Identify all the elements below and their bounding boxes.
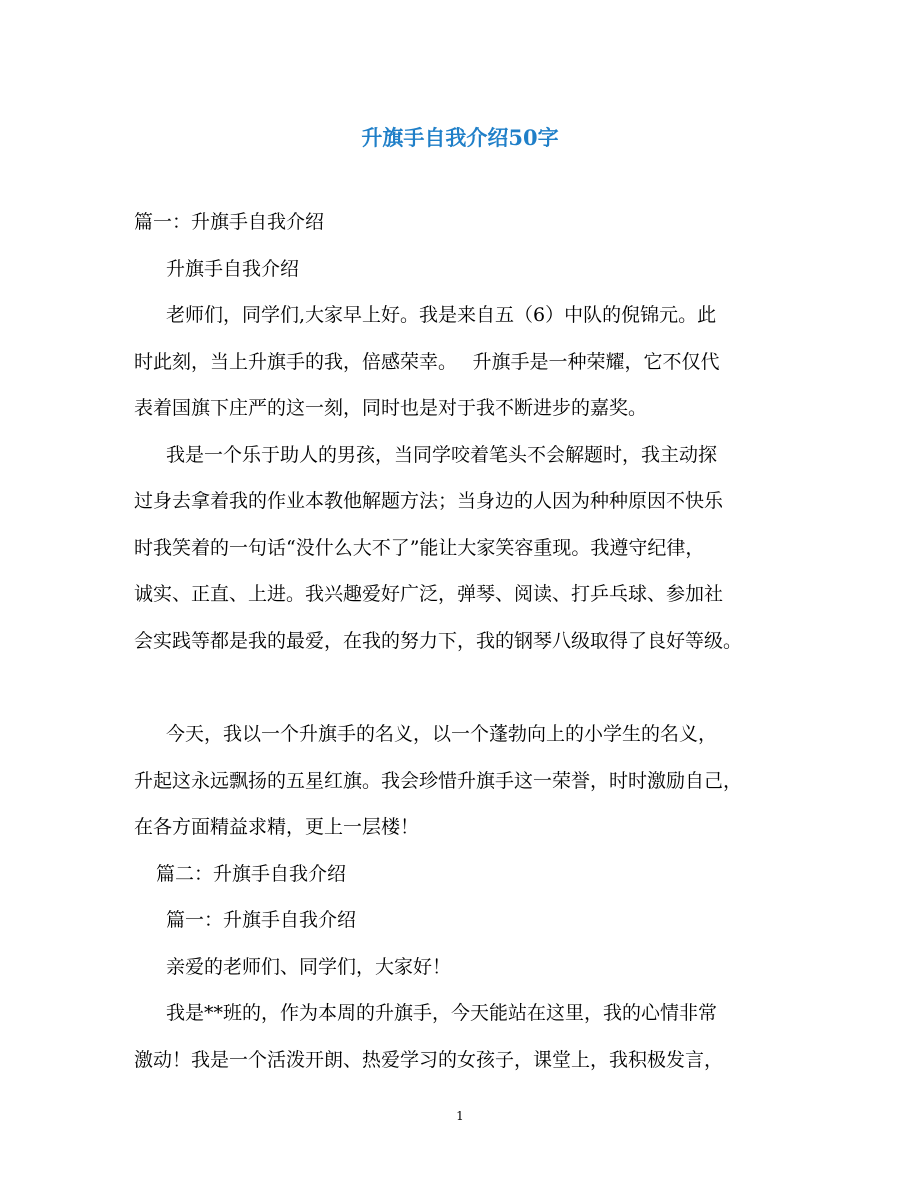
paragraph-line: 表着国旗下庄严的这一刻，同时也是对于我不断进步的嘉奖。 xyxy=(134,397,648,419)
paragraph-line: 我是一个乐于助人的男孩，当同学咬着笔头不会解题时，我主动探 xyxy=(166,444,718,466)
paragraph-line: 今天，我以一个升旗手的名义，以一个蓬勃向上的小学生的名义， xyxy=(166,723,718,745)
paragraph-line: 时我笑着的一句话“没什么大不了”能让大家笑容重现。我遵守纪律， xyxy=(134,537,705,559)
subheading: 升旗手自我介绍 xyxy=(166,258,300,280)
paragraph-line: 时此刻，当上升旗手的我，倍感荣幸。 升旗手是一种荣耀，它不仅代 xyxy=(134,351,720,373)
paragraph-line: 在各方面精益求精，更上一层楼！ xyxy=(134,816,420,838)
paragraph-line: 老师们，同学们,大家早上好。我是来自五（6）中队的倪锦元。此 xyxy=(166,304,717,326)
document-title: 升旗手自我介绍50字 xyxy=(361,125,559,150)
section-heading-2: 篇二：升旗手自我介绍 xyxy=(156,863,347,885)
paragraph-line: 会实践等都是我的最爱，在我的努力下，我的钢琴八级取得了良好等级。 xyxy=(134,630,743,652)
page-number: 1 xyxy=(456,1109,464,1123)
section-heading-1: 篇一：升旗手自我介绍 xyxy=(134,211,325,233)
paragraph-line: 我是**班的，作为本周的升旗手，今天能站在这里，我的心情非常 xyxy=(166,1002,718,1024)
paragraph-line: 诚实、正直、上进。我兴趣爱好广泛，弹琴、阅读、打乒乓球、参加社 xyxy=(134,583,724,605)
paragraph-line: 亲爱的老师们、同学们，大家好！ xyxy=(166,956,452,978)
paragraph-line: 激动！我是一个活泼开朗、热爱学习的女孩子，课堂上，我积极发言， xyxy=(134,1049,724,1071)
paragraph-line: 升起这永远飘扬的五星红旗。我会珍惜升旗手这一荣誉，时时激励自己， xyxy=(134,770,743,792)
subheading: 篇一：升旗手自我介绍 xyxy=(166,909,357,931)
paragraph-line: 过身去拿着我的作业本教他解题方法；当身边的人因为种种原因不快乐 xyxy=(134,490,724,512)
